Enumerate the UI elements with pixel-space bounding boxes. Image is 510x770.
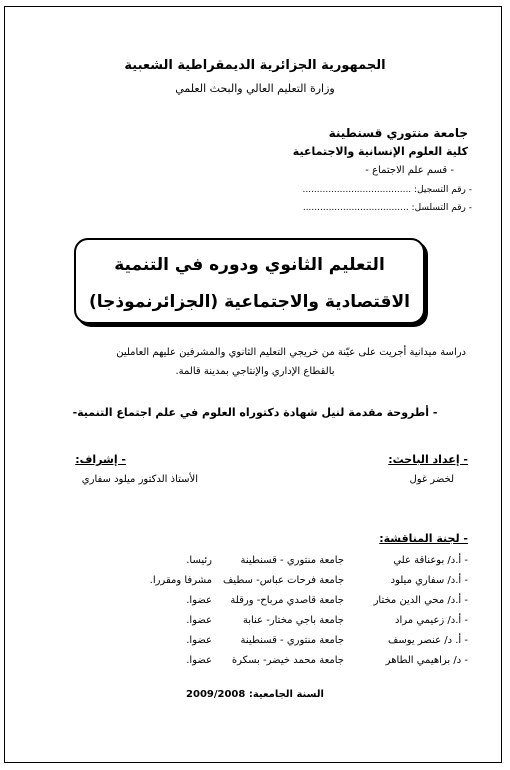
jury-member-name: - أ.د/ سفاري ميلود xyxy=(390,575,468,586)
supervision-label: - إشراف: xyxy=(75,453,126,466)
supervisor-name: الأستاذ الدكتور ميلود سفاري xyxy=(81,474,198,485)
faculty-name: كلية العلوم الإنسانية والاجتماعية xyxy=(292,145,468,158)
jury-member-name: - أ.د/ بوعناقة علي xyxy=(393,555,468,566)
page-border xyxy=(4,6,502,763)
jury-member-university: جامعة باجي مختار- عنابة xyxy=(242,615,344,626)
thesis-statement: - أطروحة مقدمة لنيل شهادة دكتوراه العلوم في علم اجتماع التنمية- xyxy=(72,406,438,419)
academic-year: السنة الجامعية: 2009/2008 xyxy=(186,689,324,700)
prepared-by-label: - إعداد الباحث: xyxy=(388,453,468,466)
jury-member-role: عضوا. xyxy=(186,655,212,666)
jury-member-university: جامعة محمد خيضر- بسكرة xyxy=(231,655,344,666)
jury-member-role: عضوا. xyxy=(186,635,212,646)
jury-member-university: جامعة منتوري - قسنطينة xyxy=(240,555,344,566)
ministry-heading: وزارة التعليم العالي والبحث العلمي xyxy=(175,82,335,95)
jury-label: - لجنة المناقشة: xyxy=(379,532,468,545)
republic-heading: الجمهورية الجزائرية الديمقراطية الشعبية xyxy=(124,58,386,73)
serial-number: - رقم التسلسل: ..................................... xyxy=(302,203,472,213)
jury-member-role: مشرفا ومقررا. xyxy=(149,575,212,586)
thesis-title-line-1: التعليم الثانوي ودوره في التنمية xyxy=(114,255,385,275)
university-name: جامعة منتوري قسنطينة xyxy=(328,126,468,140)
jury-member-name: - أ.د/ محي الدين مختار xyxy=(373,595,468,606)
jury-member-name: - أ. د/ عنصر يوسف xyxy=(388,635,468,646)
department-name: - قسم علم الاجتماع - xyxy=(365,165,454,176)
jury-member-role: رئيسا. xyxy=(186,555,212,566)
jury-member-name: - أ.د/ زعيمي مراد xyxy=(395,615,468,626)
thesis-title-line-2: الاقتصادية والاجتماعية (الجزائرنموذجا) xyxy=(89,292,410,312)
jury-member-name: - د/ براهيمي الطاهر xyxy=(385,655,468,666)
jury-member-university: جامعة فرحات عباس- سطيف xyxy=(222,575,344,586)
study-description-line-1: دراسة ميدانية أجريت على عيّنة من خريجي التعليم الثانوي والمشرفين عليهم العاملين xyxy=(116,347,466,358)
jury-member-university: جامعة منتوري - قسنطينة xyxy=(240,635,344,646)
jury-member-role: عضوا. xyxy=(186,595,212,606)
registration-number: - رقم التسجيل: ...................................... xyxy=(302,185,472,195)
study-description-line-2: بالقطاع الإداري والإنتاجي بمدينة قالمة. xyxy=(175,366,335,377)
jury-member-role: عضوا. xyxy=(186,615,212,626)
jury-member-university: جامعة قاصدي مرباح- ورقلة xyxy=(230,595,344,606)
researcher-name: لخضر غول xyxy=(409,474,454,485)
